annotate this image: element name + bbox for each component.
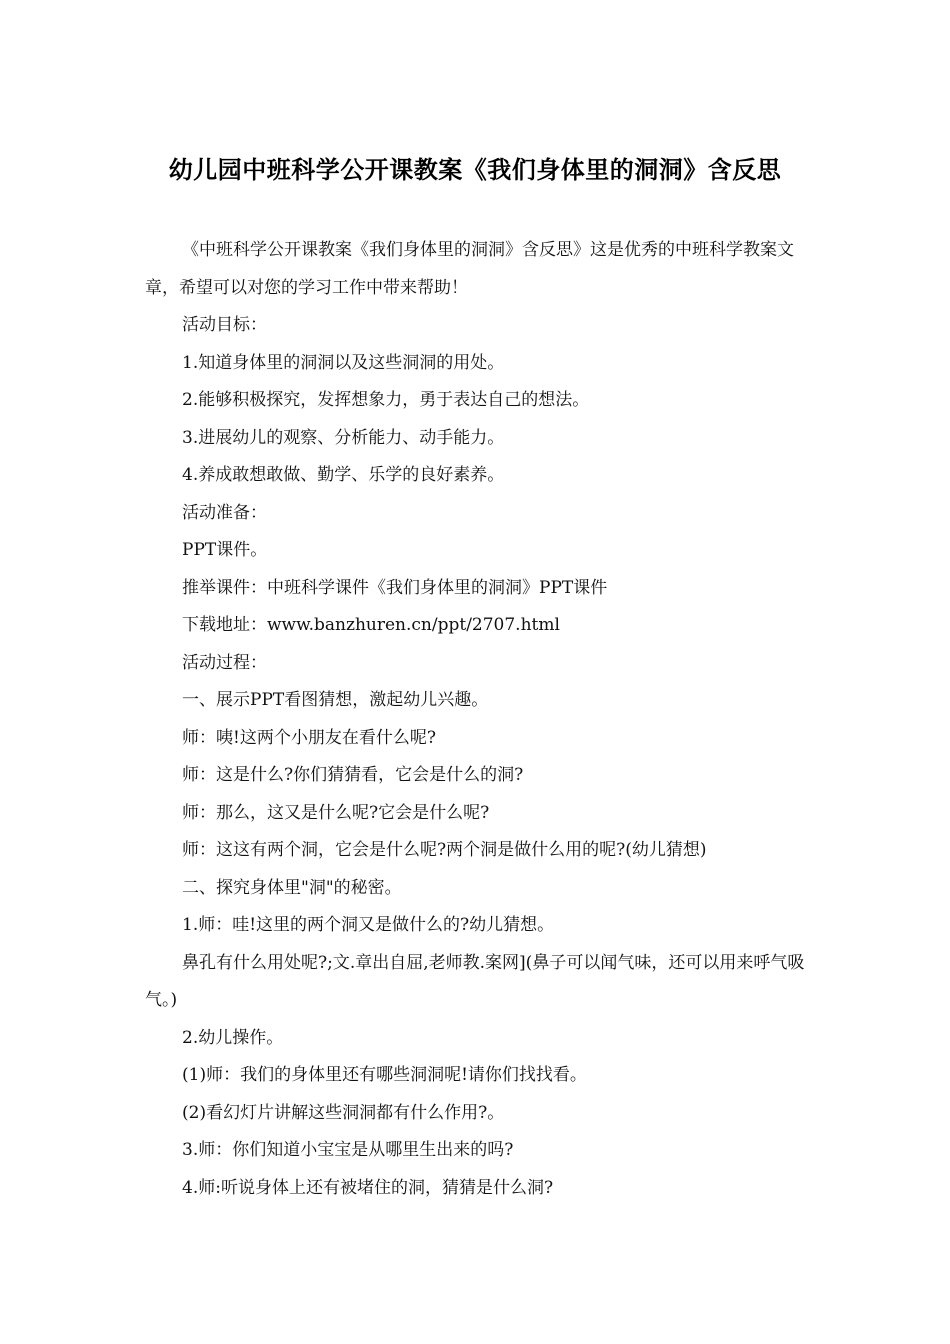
paragraph-dialogue-3: 师：那么，这又是什么呢?它会是什么呢? — [182, 802, 490, 823]
paragraph-goal-3: 3.进展幼儿的观察、分析能力、动手能力。 — [182, 427, 505, 448]
paragraph-step-2-4: 4.师:听说身体上还有被堵住的洞，猜猜是什么洞? — [182, 1177, 554, 1198]
paragraph-nostril: 鼻孔有什么用处呢?;文.章出自屈,老师教.案网](鼻子可以闻气味，还可以用来呼气吸气。) — [145, 952, 805, 1010]
paragraph-step-2-2-b: (2)看幻灯片讲解这些洞洞都有什么作用?。 — [182, 1102, 505, 1123]
document-body — [145, 232, 810, 1207]
paragraph-step-2-2: 2.幼儿操作。 — [182, 1027, 284, 1048]
paragraph-dialogue-1: 师：咦!这两个小朋友在看什么呢? — [182, 727, 436, 748]
document-title: 幼儿园中班科学公开课教案《我们身体里的洞洞》含反思 — [168, 156, 782, 184]
paragraph-step-2-3: 3.师：你们知道小宝宝是从哪里生出来的吗? — [182, 1140, 514, 1160]
paragraph-heading-goals: 活动目标： — [182, 315, 267, 335]
paragraph-goal-2: 2.能够积极探究，发挥想象力，勇于表达自己的想法。 — [182, 390, 590, 410]
paragraph-step-2-2-a: (1)师：我们的身体里还有哪些洞洞呢!请你们找找看。 — [182, 1065, 587, 1085]
paragraph-goal-4: 4.养成敢想敢做、勤学、乐学的良好素养。 — [182, 465, 505, 485]
paragraph-recommended-courseware: 推举课件：中班科学课件《我们身体里的洞洞》PPT课件 — [182, 577, 608, 598]
paragraph-download-address: 下载地址：www.banzhuren.cn/ppt/2707.html — [182, 615, 560, 635]
paragraph-step-2: 二、探究身体里"洞"的秘密。 — [182, 877, 402, 898]
paragraph-heading-preparation: 活动准备： — [182, 502, 267, 523]
paragraph-step-2-1: 1.师：哇!这里的两个洞又是做什么的?幼儿猜想。 — [182, 915, 555, 935]
paragraph-step-1: 一、展示PPT看图猜想，激起幼儿兴趣。 — [182, 690, 489, 710]
paragraph-dialogue-4: 师：这这有两个洞，它会是什么呢?两个洞是做什么用的呢?(幼儿猜想) — [182, 840, 707, 860]
paragraph-ppt: PPT课件。 — [182, 540, 268, 560]
paragraph-intro: 《中班科学公开课教案《我们身体里的洞洞》含反思》这是优秀的中班科学教案文章，希望可以对您的学习工作中带来帮助！ — [145, 240, 794, 298]
paragraph-heading-process: 活动过程： — [182, 652, 267, 673]
paragraph-goal-1: 1.知道身体里的洞洞以及这些洞洞的用处。 — [182, 352, 505, 373]
paragraph-dialogue-2: 师：这是什么?你们猜猜看，它会是什么的洞? — [182, 765, 524, 785]
